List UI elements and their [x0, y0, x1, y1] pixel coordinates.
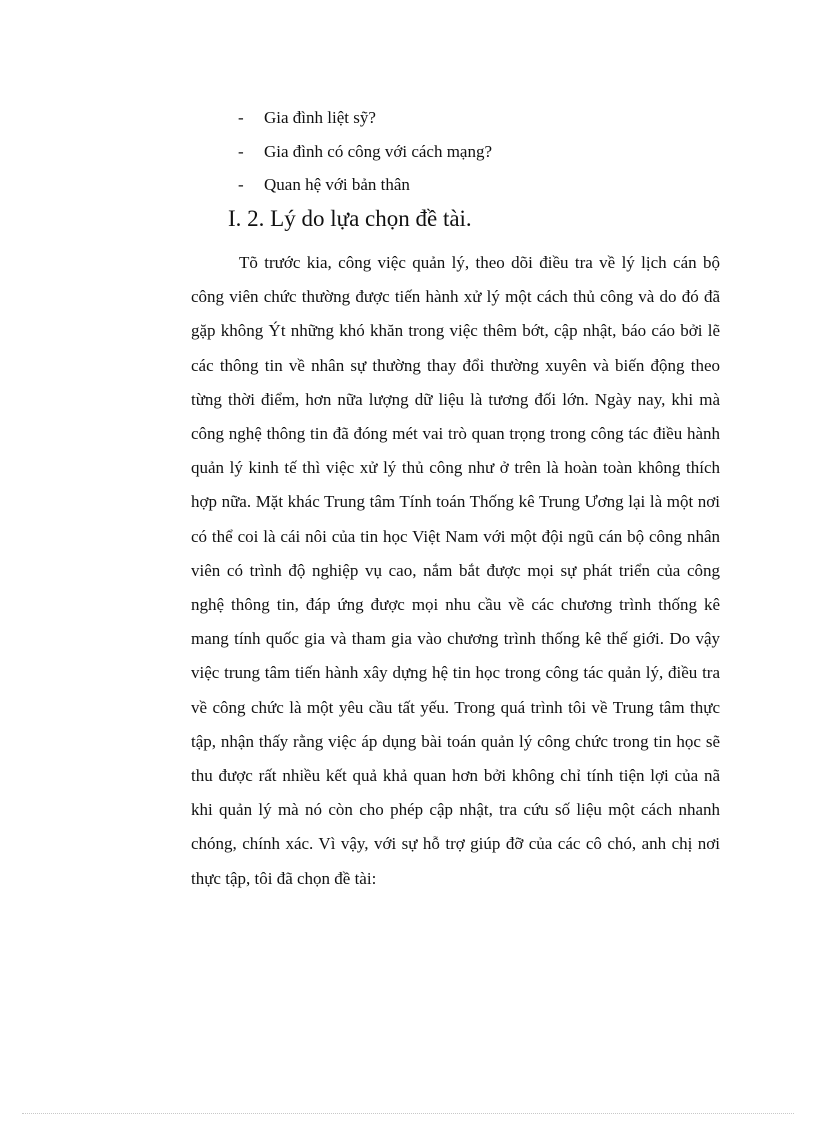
bullet-text: Gia đình có công với cách mạng?: [264, 141, 493, 161]
body-paragraph: Tõ trước kia, công việc quản lý, theo dõi điều tra về lý lịch cán bộ công viên chức thường được tiến hành xử lý một cách thủ công và do đó đã gặp không Ýt những khó khăn trong việc thêm bớt, cập nhật, báo cáo bởi lẽ các thông tin về nhân sự thường thay đổi thường xuyên và biến động theo từng thời điểm, hơn nữa lượng dữ liệu là tương đối lớn. Ngày nay, khi mà công nghệ thông tin đã đóng mét vai trò quan trọng trong công tác điều hành quản lý kinh tế thì việc xử lý thủ công như ở trên là hoàn toàn không thích hợp nữa. Mặt khác Trung tâm Tính toán Thống kê Trung Ương lại là một nơi có thể coi là cái nôi của tin học Việt Nam với một đội ngũ cán bộ công nhân viên có trình độ nghiệp vụ cao, nắm bắt được mọi sự phát triển của công nghệ thông tin, đáp ứng được mọi nhu cầu về các chương trình thống kê mang tính quốc gia và tham gia vào chương trình thống kê thế giới. Do vậy việc trung tâm tiến hành xây dựng hệ tin học trong công tác quản lý, điều tra về công chức là một yêu cầu tất yếu. Trong quá trình tôi về Trung tâm thực tập, nhận thấy rằng việc áp dụng bài toán quản lý công chức trong tin học sẽ thu được rất nhiều kết quả khả quan hơn bởi không chỉ tính tiện lợi của nã khi quản lý mà nó còn cho phép cập nhật, tra cứu số liệu một cách nhanh chóng, chính xác. Vì vậy, với sự hỗ trợ giúp đỡ của các cô chó, anh chị nơi thực tập, tôi đã chọn đề tài:: [191, 253, 720, 888]
bullet-text: Quan hệ với bản thân: [264, 175, 410, 194]
bullet-dash: -: [238, 175, 244, 194]
page-bottom-divider: [22, 1113, 794, 1114]
section-heading: I. 2. Lý do lựa chọn đề tài.: [228, 206, 472, 231]
bullet-dash: -: [238, 141, 244, 161]
bullet-list: [238, 101, 658, 202]
bullet-item-martyr-family: [238, 101, 658, 135]
bullet-item-revolution-family: [238, 135, 658, 169]
bullet-text: Gia đình liệt sỹ?: [264, 108, 376, 127]
bullet-item-self-relation: [238, 168, 658, 202]
bullet-dash: -: [238, 108, 244, 127]
